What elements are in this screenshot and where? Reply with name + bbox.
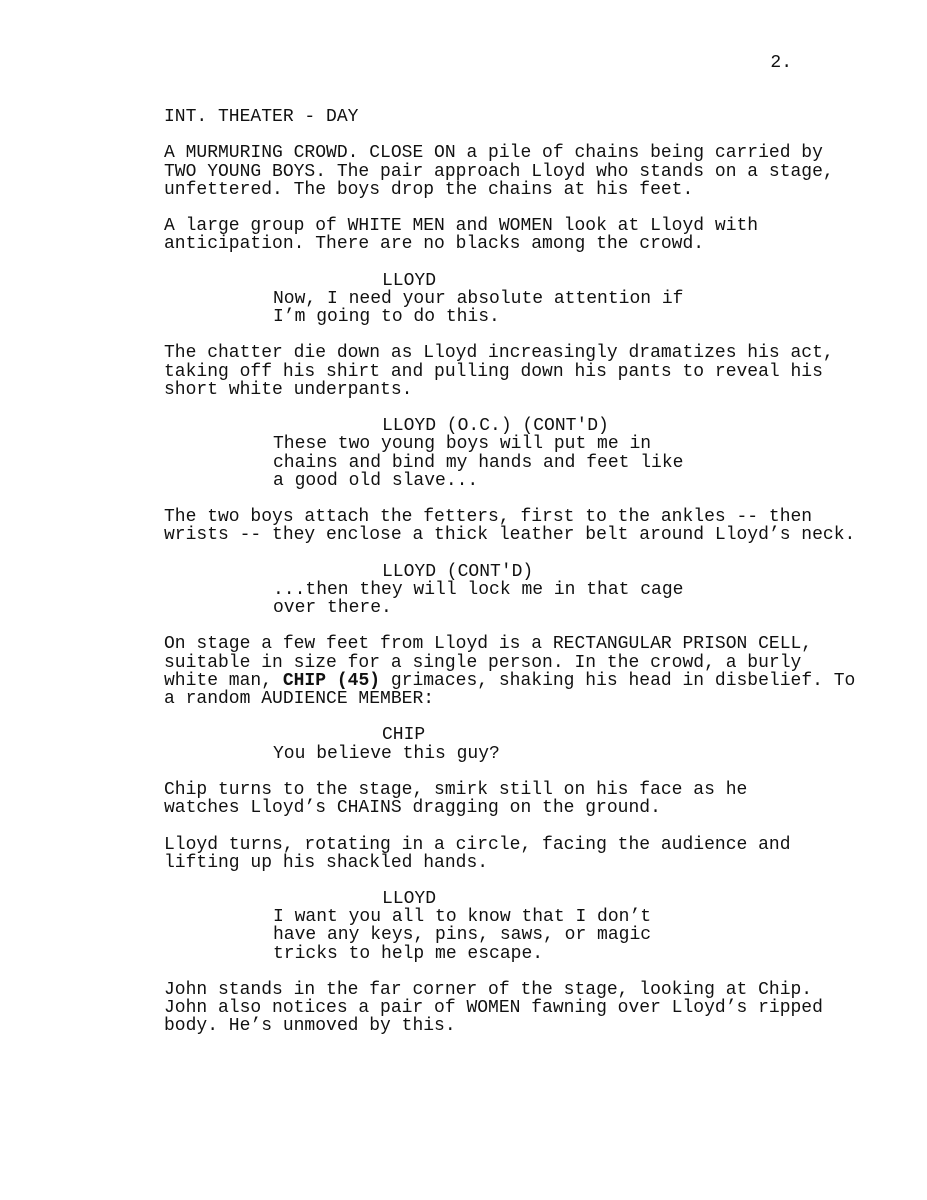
action-line: suitable in size for a single person. In the crowd, a burly [164,652,802,673]
action-line: The two boys attach the fetters, first to the ankles -- then [164,507,813,528]
action-line [164,672,854,690]
blank-line [164,199,854,217]
action-line: TWO YOUNG BOYS. The pair approach Lloyd who stands on a stage, [164,161,834,182]
action-line: On stage a few feet from Lloyd is a RECTANGULAR PRISON CELL, [164,634,813,655]
blank-line [164,872,854,890]
dialogue-line: I want you all to know that I don’t [273,907,652,928]
character-cue: LLOYD (CONT'D) [382,561,534,582]
action-line: Chip turns to the stage, smirk still on his face as he [164,779,748,800]
action-line: unfettered. The boys drop the chains at his feet. [164,179,694,200]
dialogue-line: have any keys, pins, saws, or magic [273,925,652,946]
blank-line [164,617,854,635]
dialogue-line: chains and bind my hands and feet like [273,452,684,473]
blank-line [164,399,854,417]
blank-line [164,126,854,144]
page-number: 2. [770,53,792,73]
blank-line [164,545,854,563]
character-intro: CHIP (45) [282,670,381,691]
action-line: John stands in the far corner of the stage, looking at Chip. [164,980,813,1000]
blank-line [164,490,854,508]
blank-line [164,763,854,781]
blank-line [164,708,854,726]
action-line: short white underpants. [164,379,413,400]
action-line: lifting up his shackled hands. [164,852,489,873]
scene-heading: INT. THEATER - DAY [164,107,359,127]
dialogue-line: These two young boys will put me in [273,434,652,455]
dialogue-line: I’m going to do this. [273,307,500,328]
dialogue-line: You believe this guy? [273,743,500,764]
dialogue-line: tricks to help me escape. [273,943,544,964]
action-line: anticipation. There are no blacks among the crowd. [164,234,705,255]
blank-line [164,254,854,272]
action-text: grimaces, shaking his head in disbelief. To [380,670,856,691]
script-body [164,108,854,1036]
action-line: taking off his shirt and pulling down his pants to reveal his [164,361,823,382]
action-line: watches Lloyd’s CHAINS dragging on the ground. [164,798,661,819]
blank-line [164,963,854,981]
dialogue-line: ...then they will lock me in that cage [273,579,684,600]
character-cue: LLOYD [382,889,437,910]
blank-line [164,817,854,835]
action-line: body. He’s unmoved by this. [164,1016,456,1037]
action-line: The chatter die down as Lloyd increasingly dramatizes his act, [164,343,834,364]
dialogue-line: a good old slave... [273,470,479,491]
character-cue: LLOYD (O.C.) (CONT'D) [382,416,609,437]
dialogue-line: Now, I need your absolute attention if [273,288,684,309]
dialogue-line: over there. [273,598,392,619]
action-line: A large group of WHITE MEN and WOMEN look at Lloyd with [164,216,759,237]
action-line: Lloyd turns, rotating in a circle, facing the audience and [164,834,791,855]
action-line: a random AUDIENCE MEMBER: [164,689,435,709]
action-line: John also notices a pair of WOMEN fawning over Lloyd’s ripped [164,998,823,1019]
action-line: A MURMURING CROWD. CLOSE ON a pile of chains being carried by [164,143,823,164]
character-cue: LLOYD [382,270,437,291]
action-text: white man, [164,670,283,691]
character-cue: CHIP [382,725,426,746]
blank-line [164,326,854,344]
action-line: wrists -- they enclose a thick leather belt around Lloyd’s neck. [164,525,856,546]
